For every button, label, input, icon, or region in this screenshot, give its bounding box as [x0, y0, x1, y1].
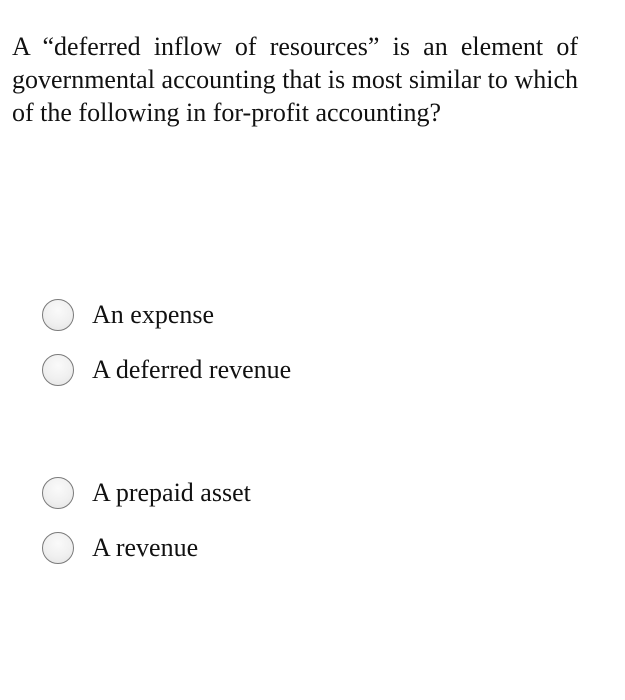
- question-text: A “deferred inflow of resources” is an element of governmental accounting that is most similar to which of the following in for-profit accounting?: [12, 32, 578, 127]
- radio-button-icon[interactable]: [42, 299, 74, 331]
- radio-button-icon[interactable]: [42, 354, 74, 386]
- radio-button-icon[interactable]: [42, 477, 74, 509]
- option-label[interactable]: A revenue: [92, 533, 199, 562]
- option-label[interactable]: A deferred revenue: [92, 355, 292, 384]
- option-label[interactable]: A prepaid asset: [92, 478, 251, 507]
- answer-option-a-prepaid-asset[interactable]: [42, 475, 251, 511]
- option-label[interactable]: An expense: [92, 300, 215, 329]
- answer-option-an-expense[interactable]: [42, 297, 214, 333]
- radio-button-icon[interactable]: [42, 532, 74, 564]
- answer-option-a-deferred-revenue[interactable]: [42, 352, 291, 388]
- answer-option-a-revenue[interactable]: [42, 530, 198, 566]
